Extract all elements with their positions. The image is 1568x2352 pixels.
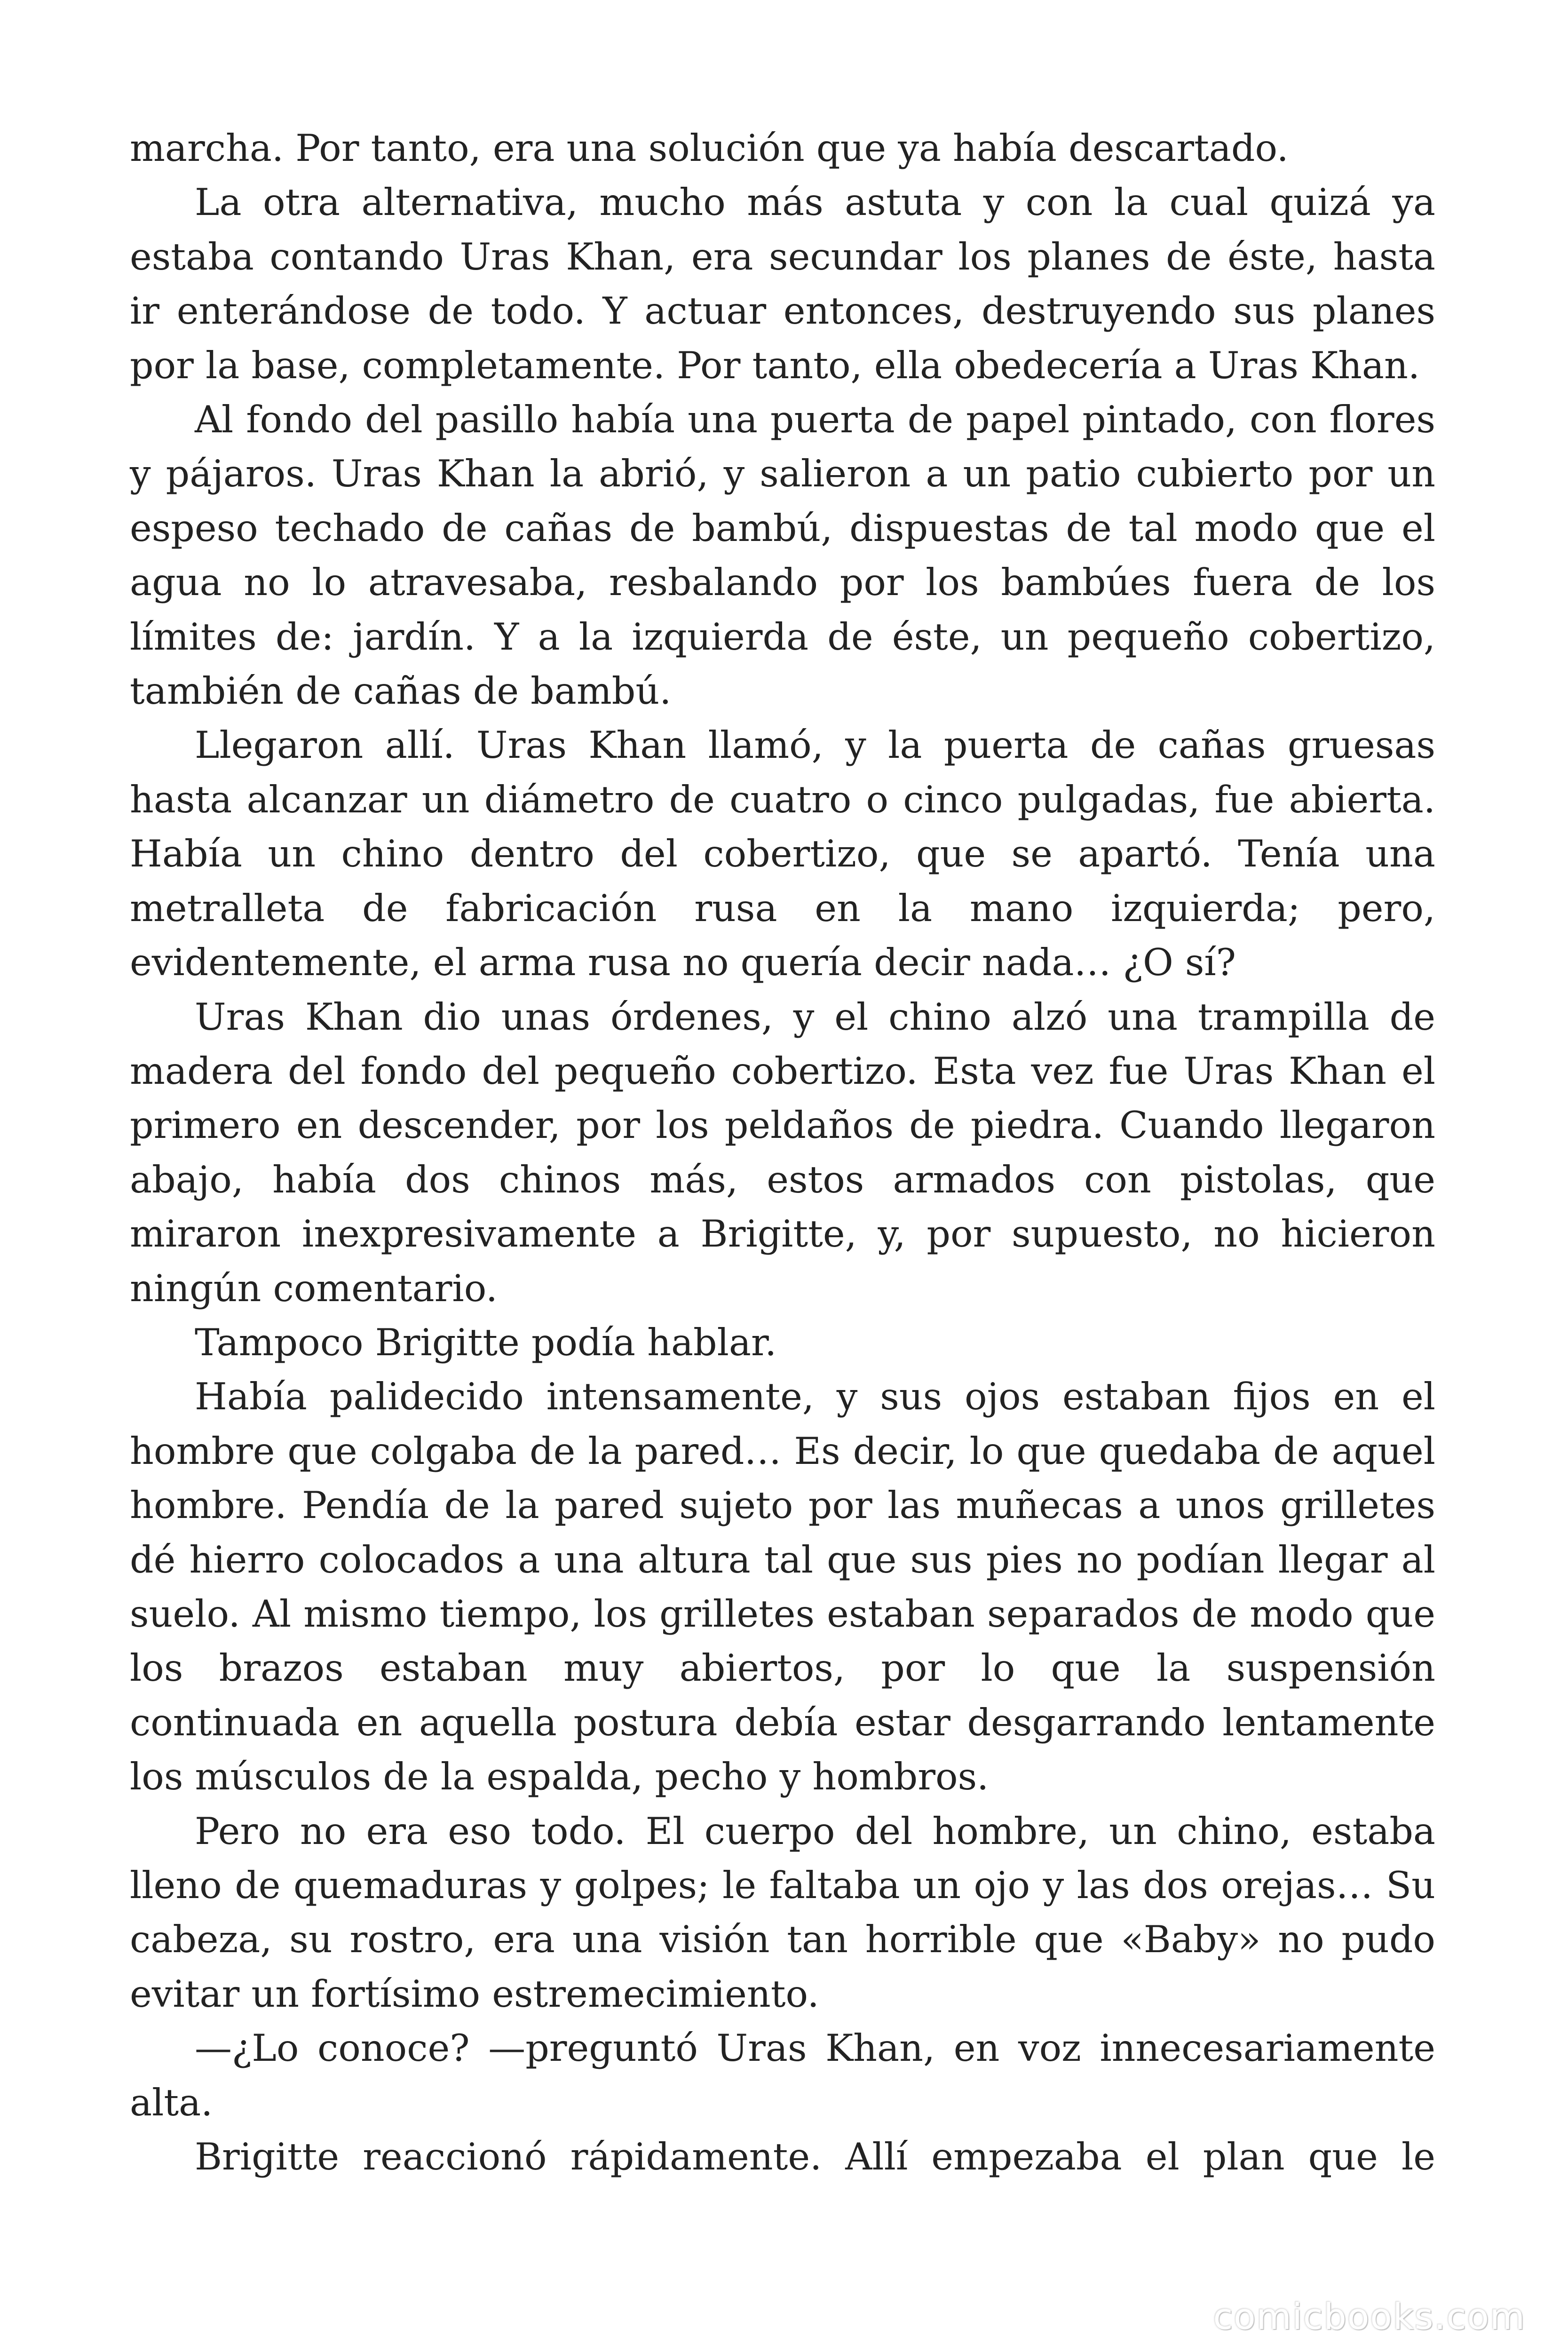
paragraph-5: Uras Khan dio unas órdenes, y el chino alzó una trampilla de madera del fondo del pequeño cobertizo. Esta vez fue Uras Khan el primero en descender, por los peldaños de piedra. Cuando llegaron abajo, había dos chinos más, estos armados con pistolas, que miraron inexpresivamente a Brigitte, y, por supuesto, no hicieron ningún comentario. <box>130 995 1435 1310</box>
paragraph-6: Tampoco Brigitte podía hablar. <box>195 1320 777 1364</box>
paragraph-3: Al fondo del pasillo había una puerta de papel pintado, con flores y pájaros. Uras Khan la abrió, y salieron a un patio cubierto por un espeso techado de cañas de bambú, dispuestas de tal modo que el agua no lo atravesaba, resbalando por los bambúes fuera de los límites de: jardín. Y a la izquierda de éste, un pequeño cobertizo, también de cañas de bambú. <box>130 398 1435 713</box>
watermark: comicbooks.com <box>1213 2296 1526 2337</box>
paragraph-9: —¿Lo conoce? —preguntó Uras Khan, en voz innecesariamente alta. <box>130 2026 1435 2124</box>
paragraph-1: marcha. Por tanto, era una solución que ya había descartado. <box>130 127 1289 170</box>
paragraph-8: Pero no era eso todo. El cuerpo del hombre, un chino, estaba lleno de quemaduras y golpes; le faltaba un ojo y las dos orejas… Su cabeza, su rostro, era una visión tan horrible que «Baby» no pudo evitar un fortísimo estremecimiento. <box>130 1809 1435 2016</box>
body-text <box>130 121 1435 2184</box>
paragraph-7: Había palidecido intensamente, y sus ojos estaban fijos en el hombre que colgaba de la pared… Es decir, lo que quedaba de aquel hombre. Pendía de la pared sujeto por las muñecas a unos grilletes dé hierro colocados a una altura tal que sus pies no podían llegar al suelo. Al mismo tiempo, los grilletes estaban separados de modo que los brazos estaban muy abiertos, por lo que la suspensión continuada en aquella postura debía estar desgarrando lentamente los músculos de la espalda, pecho y hombros. <box>130 1375 1435 1799</box>
paragraph-2: La otra alternativa, mucho más astuta y con la cual quizá ya estaba contando Uras Khan, era secundar los planes de éste, hasta ir enterándose de todo. Y actuar entonces, destruyendo sus planes por la base, completamente. Por tanto, ella obedecería a Uras Khan. <box>130 181 1435 387</box>
paragraph-10: Brigitte reaccionó rápidamente. Allí empezaba el plan que le <box>195 2135 1435 2179</box>
paragraph-4: Llegaron allí. Uras Khan llamó, y la puerta de cañas gruesas hasta alcanzar un diámetro de cuatro o cinco pulgadas, fue abierta. Había un chino dentro del cobertizo, que se apartó. Tenía una metralleta de fabricación rusa en la mano izquierda; pero, evidentemente, el arma rusa no quería decir nada… ¿O sí? <box>130 723 1435 985</box>
